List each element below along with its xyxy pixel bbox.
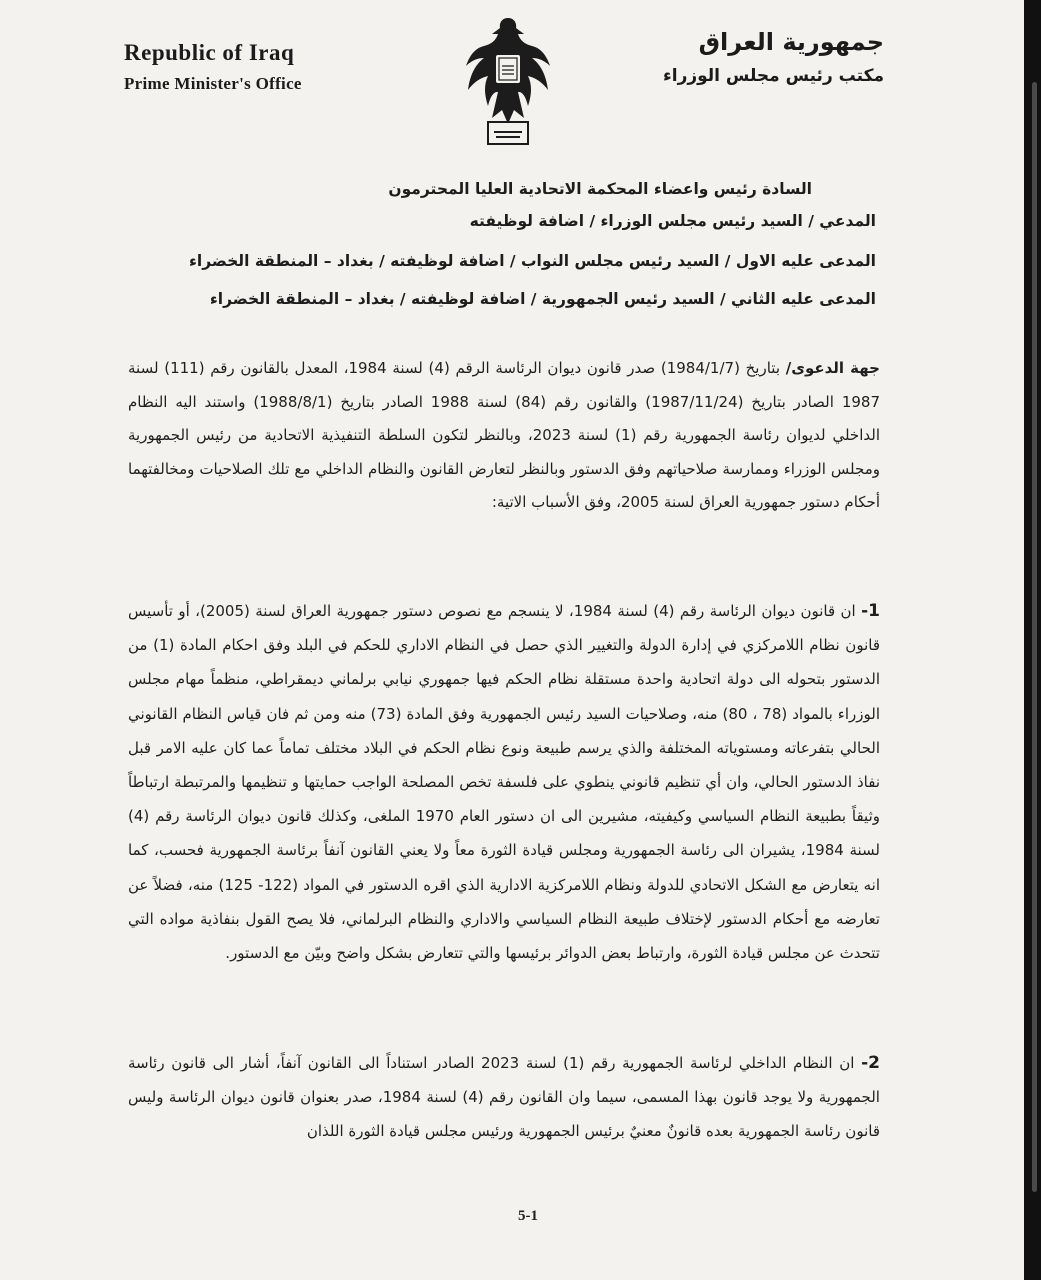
reason-2-text: ان النظام الداخلي لرئاسة الجمهورية رقم (1) لسنة 2023 الصادر استناداً الى القانون آنفاً، أشار الى قانون رئاسة الجمهورية ولا يوجد قانون بهذا المسمى، سيما وان القانون رقم (4) لسنة 1984، صدر بعنوان قانون ديوان الرئاسة وليس قانون رئاسة الجمهورية بعده قانونٌ معنيٌ برئيس الجمهورية ورئيس مجلس قيادة الثورة اللذان xyxy=(128,1054,880,1140)
header-english xyxy=(124,40,302,94)
first-defendant-line: المدعى عليه الاول / السيد رئيس مجلس النواب / اضافة لوظيفته / بغداد – المنطقة الخضراء xyxy=(188,252,876,270)
scrollbar-track[interactable] xyxy=(1024,0,1041,1280)
reason-1-paragraph xyxy=(128,594,880,970)
page-number: 5-1 xyxy=(518,1208,538,1224)
addressee-line: السادة رئيس واعضاء المحكمة الاتحادية العليا المحترمون xyxy=(388,180,812,198)
iraq-eagle-emblem-icon xyxy=(462,14,554,150)
claim-lead: جهة الدعوى/ xyxy=(785,359,880,377)
claim-text: بتاريخ (1984/1/7) صدر قانون ديوان الرئاسة الرقم (4) لسنة 1984، المعدل بالقانون رقم (111) لسنة 1987 الصادر بتاريخ (1987/11/24) والقانون رقم (84) لسنة 1988 الصادر بتاريخ (1988/8/1) واستند اليه النظام الداخلي لديوان رئاسة الجمهورية رقم (1) لسنة 2023، وبالنظر لتكون السلطة التنفيذية الاتحادية من رئيس الجمهورية ومجلس الوزراء وممارسة صلاحياتهم وفق الدستور وبالنظر لتعارض القانون والنظام الداخلي مع تلك الصلاحيات ومخالفتهما أحكام دستور جمهورية العراق لسنة 2005، وفق الأسباب الاتية: xyxy=(128,359,880,511)
header-ar-office: مكتب رئيس مجلس الوزراء xyxy=(663,66,884,86)
reason-2-paragraph xyxy=(128,1046,880,1148)
second-defendant-line: المدعى عليه الثاني / السيد رئيس الجمهورية / اضافة لوظيفته / بغداد – المنطقة الخضراء xyxy=(209,290,876,308)
header-ar-country: جمهورية العراق xyxy=(698,28,884,56)
reason-1-text: ان قانون ديوان الرئاسة رقم (4) لسنة 1984، لا ينسجم مع نصوص دستور جمهورية العراق لسنة (2005)، أو تأسيس قانون نظام اللامركزي في إدارة الدولة والتغيير الذي حصل في النظام الاداري للحكم في البلد وفق احكام المادة (1) من الدستور بتحوله الى دولة اتحادية واحدة مستقلة نظام الحكم فيها جمهوري نيابي برلماني ديمقراطي، منظماً مهام مجلس الوزراء بالمواد (78 ، 80) منه، وصلاحيات السيد رئيس الجمهورية وفق المادة (73) منه ومن ثم فان قياس النظام القانوني الحالي بتفرعاته ومستوياته المختلفة والذي يرسم طبيعة ونوع نظام الحكم في البلاد مختلف تماماً عما كان عليه الامر قبل نفاذ الدستور الحالي، وان أي تنظيم قانوني ينطوي على فلسفة تخص المصلحة الواجب حمايتها و تنظيمها والمرتبطة ارتباطاً وثيقاً بطبيعة النظام السياسي وكيفيته، مشيرين الى ان دستور العام 1970 الملغى، وكذلك قانون ديوان الرئاسة رقم (4) لسنة 1984، يشيران الى رئاسة الجمهورية ومجلس قيادة الثورة معاً ولا يعني القانون آنفاً برئاسة الجمهورية فحسب، كما انه يتعارض مع الشكل الاتحادي للدولة ونظام اللامركزية الادارية الذي اقره الدستور في المواد (122- 125) منه، فضلاً عن تعارضه مع أحكام الدستور لإختلاف طبيعة النظام السياسي والاداري والنظام البرلماني، فلا يصح القول بنفاذية مواده التي تتحدث عن مجلس قيادة الثورة، وارتباط بعض الدوائر برئيسها والتي تتعارض بشكل واضح وبيّن مع الدستور. xyxy=(128,602,881,963)
header-en-office: Prime Minister's Office xyxy=(124,74,302,93)
scrollbar-thumb[interactable] xyxy=(1032,82,1037,1192)
plaintiff-line: المدعي / السيد رئيس مجلس الوزراء / اضافة لوظيفته xyxy=(469,212,876,230)
reason-2-number: 2- xyxy=(861,1053,880,1073)
reason-1-number: 1- xyxy=(861,601,881,621)
header-en-country: Republic of Iraq xyxy=(124,40,295,65)
claim-paragraph xyxy=(128,352,880,520)
header-arabic xyxy=(663,28,884,86)
